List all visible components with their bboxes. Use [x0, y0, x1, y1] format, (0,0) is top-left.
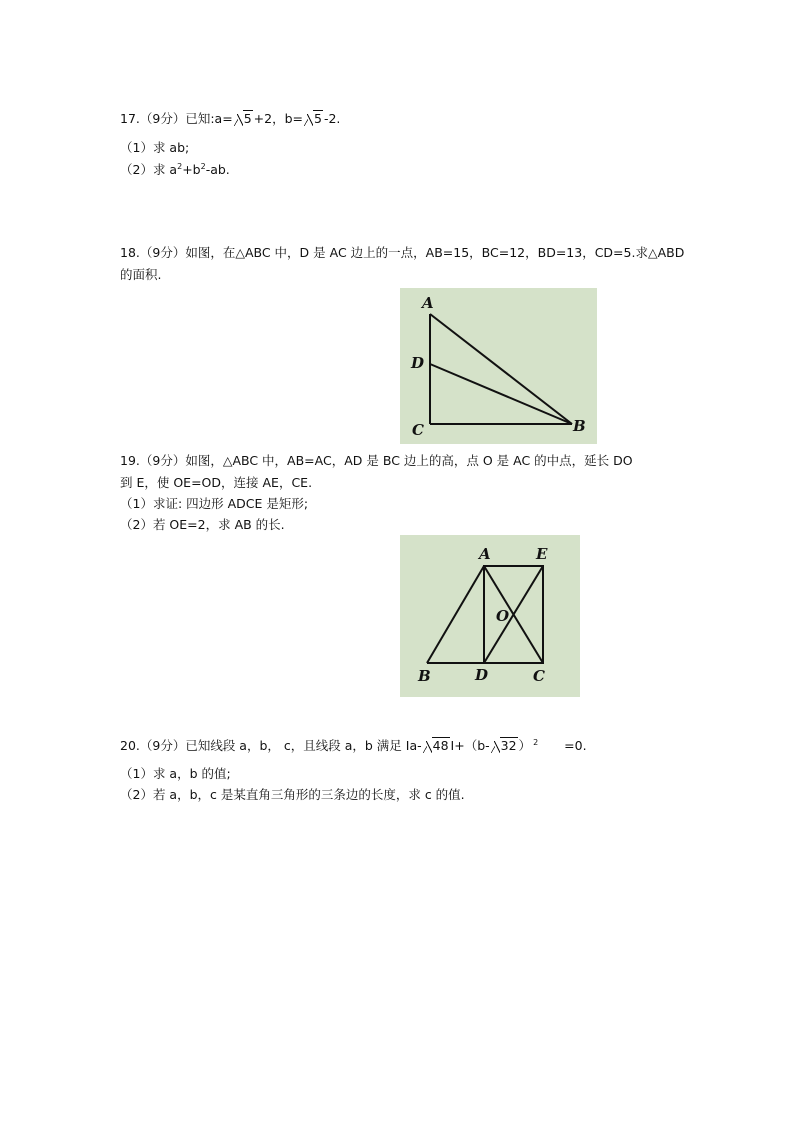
q17-part2 — [120, 162, 230, 178]
label-a: A — [422, 294, 434, 312]
label-b: B — [573, 417, 586, 435]
q17-a-tail: +2，b= — [253, 111, 303, 126]
label-a: A — [479, 545, 491, 563]
label-b: B — [418, 667, 431, 685]
q19-rectangle-diagram — [400, 535, 580, 697]
q17-prefix: 17.（9分）已知:a= — [120, 111, 233, 126]
q17-part1: （1）求 ab; — [120, 140, 190, 155]
q20-close: ） — [518, 738, 532, 753]
q17-b-tail: -2. — [323, 111, 341, 126]
segment-ab — [430, 314, 572, 424]
label-c: C — [412, 421, 424, 439]
q20-radicand-1: 48 — [432, 738, 449, 753]
q20-statement — [120, 738, 587, 754]
sqrt-symbol — [304, 111, 323, 127]
q18-line1: 18.（9分）如图，在△ABC 中，D 是 AC 边上的一点，AB=15，BC=12，BD=13，CD=5.求△ABD — [120, 245, 685, 260]
sqrt-symbol — [234, 111, 253, 127]
q20-equals: =0. — [564, 738, 587, 753]
q17-statement — [120, 111, 340, 127]
q19-line2: 到 E，使 OE=OD，连接 AE，CE. — [120, 475, 313, 490]
q18-triangle-diagram — [400, 288, 597, 444]
q20-radicand-2: 32 — [500, 738, 517, 753]
label-d: D — [411, 354, 425, 372]
q20-prefix: 20.（9分）已知线段 a，b， c，且线段 a，b 满足 Ia- — [120, 738, 422, 753]
q19-part2: （2）若 OE=2，求 AB 的长. — [120, 517, 285, 532]
q17-part2-sup1: 2 — [177, 162, 183, 171]
q19-part1: （1）求证: 四边形 ADCE 是矩形; — [120, 496, 309, 511]
segment-db — [430, 364, 572, 424]
q17-part2-pre: （2）求 a — [120, 162, 178, 177]
q20-part1: （1）求 a，b 的值; — [120, 766, 231, 781]
q17-part2-sup2: 2 — [200, 162, 206, 171]
q20-part2: （2）若 a，b，c 是某直角三角形的三条边的长度，求 c 的值. — [120, 787, 465, 802]
label-c: C — [533, 667, 545, 685]
q20-mid: I+（b- — [450, 738, 490, 753]
sqrt-symbol — [491, 738, 518, 754]
q19-line1: 19.（9分）如图，△ABC 中，AB=AC，AD 是 BC 边上的高，点 O 是 AC 的中点，延长 DO — [120, 453, 633, 468]
q17-b-radicand: 5 — [313, 111, 322, 126]
q19-figure — [400, 535, 580, 697]
q18-figure — [400, 288, 597, 444]
q17-part2-post: -ab. — [205, 162, 230, 177]
label-o: O — [496, 607, 510, 625]
label-e: E — [536, 545, 548, 563]
q17-part2-mid: +b — [182, 162, 201, 177]
q20-exponent: 2 — [533, 738, 539, 747]
q17-a-radicand: 5 — [243, 111, 252, 126]
segment-ba — [427, 566, 484, 663]
label-d: D — [475, 666, 489, 684]
q18-line2: 的面积. — [120, 267, 162, 282]
sqrt-symbol — [423, 738, 450, 754]
